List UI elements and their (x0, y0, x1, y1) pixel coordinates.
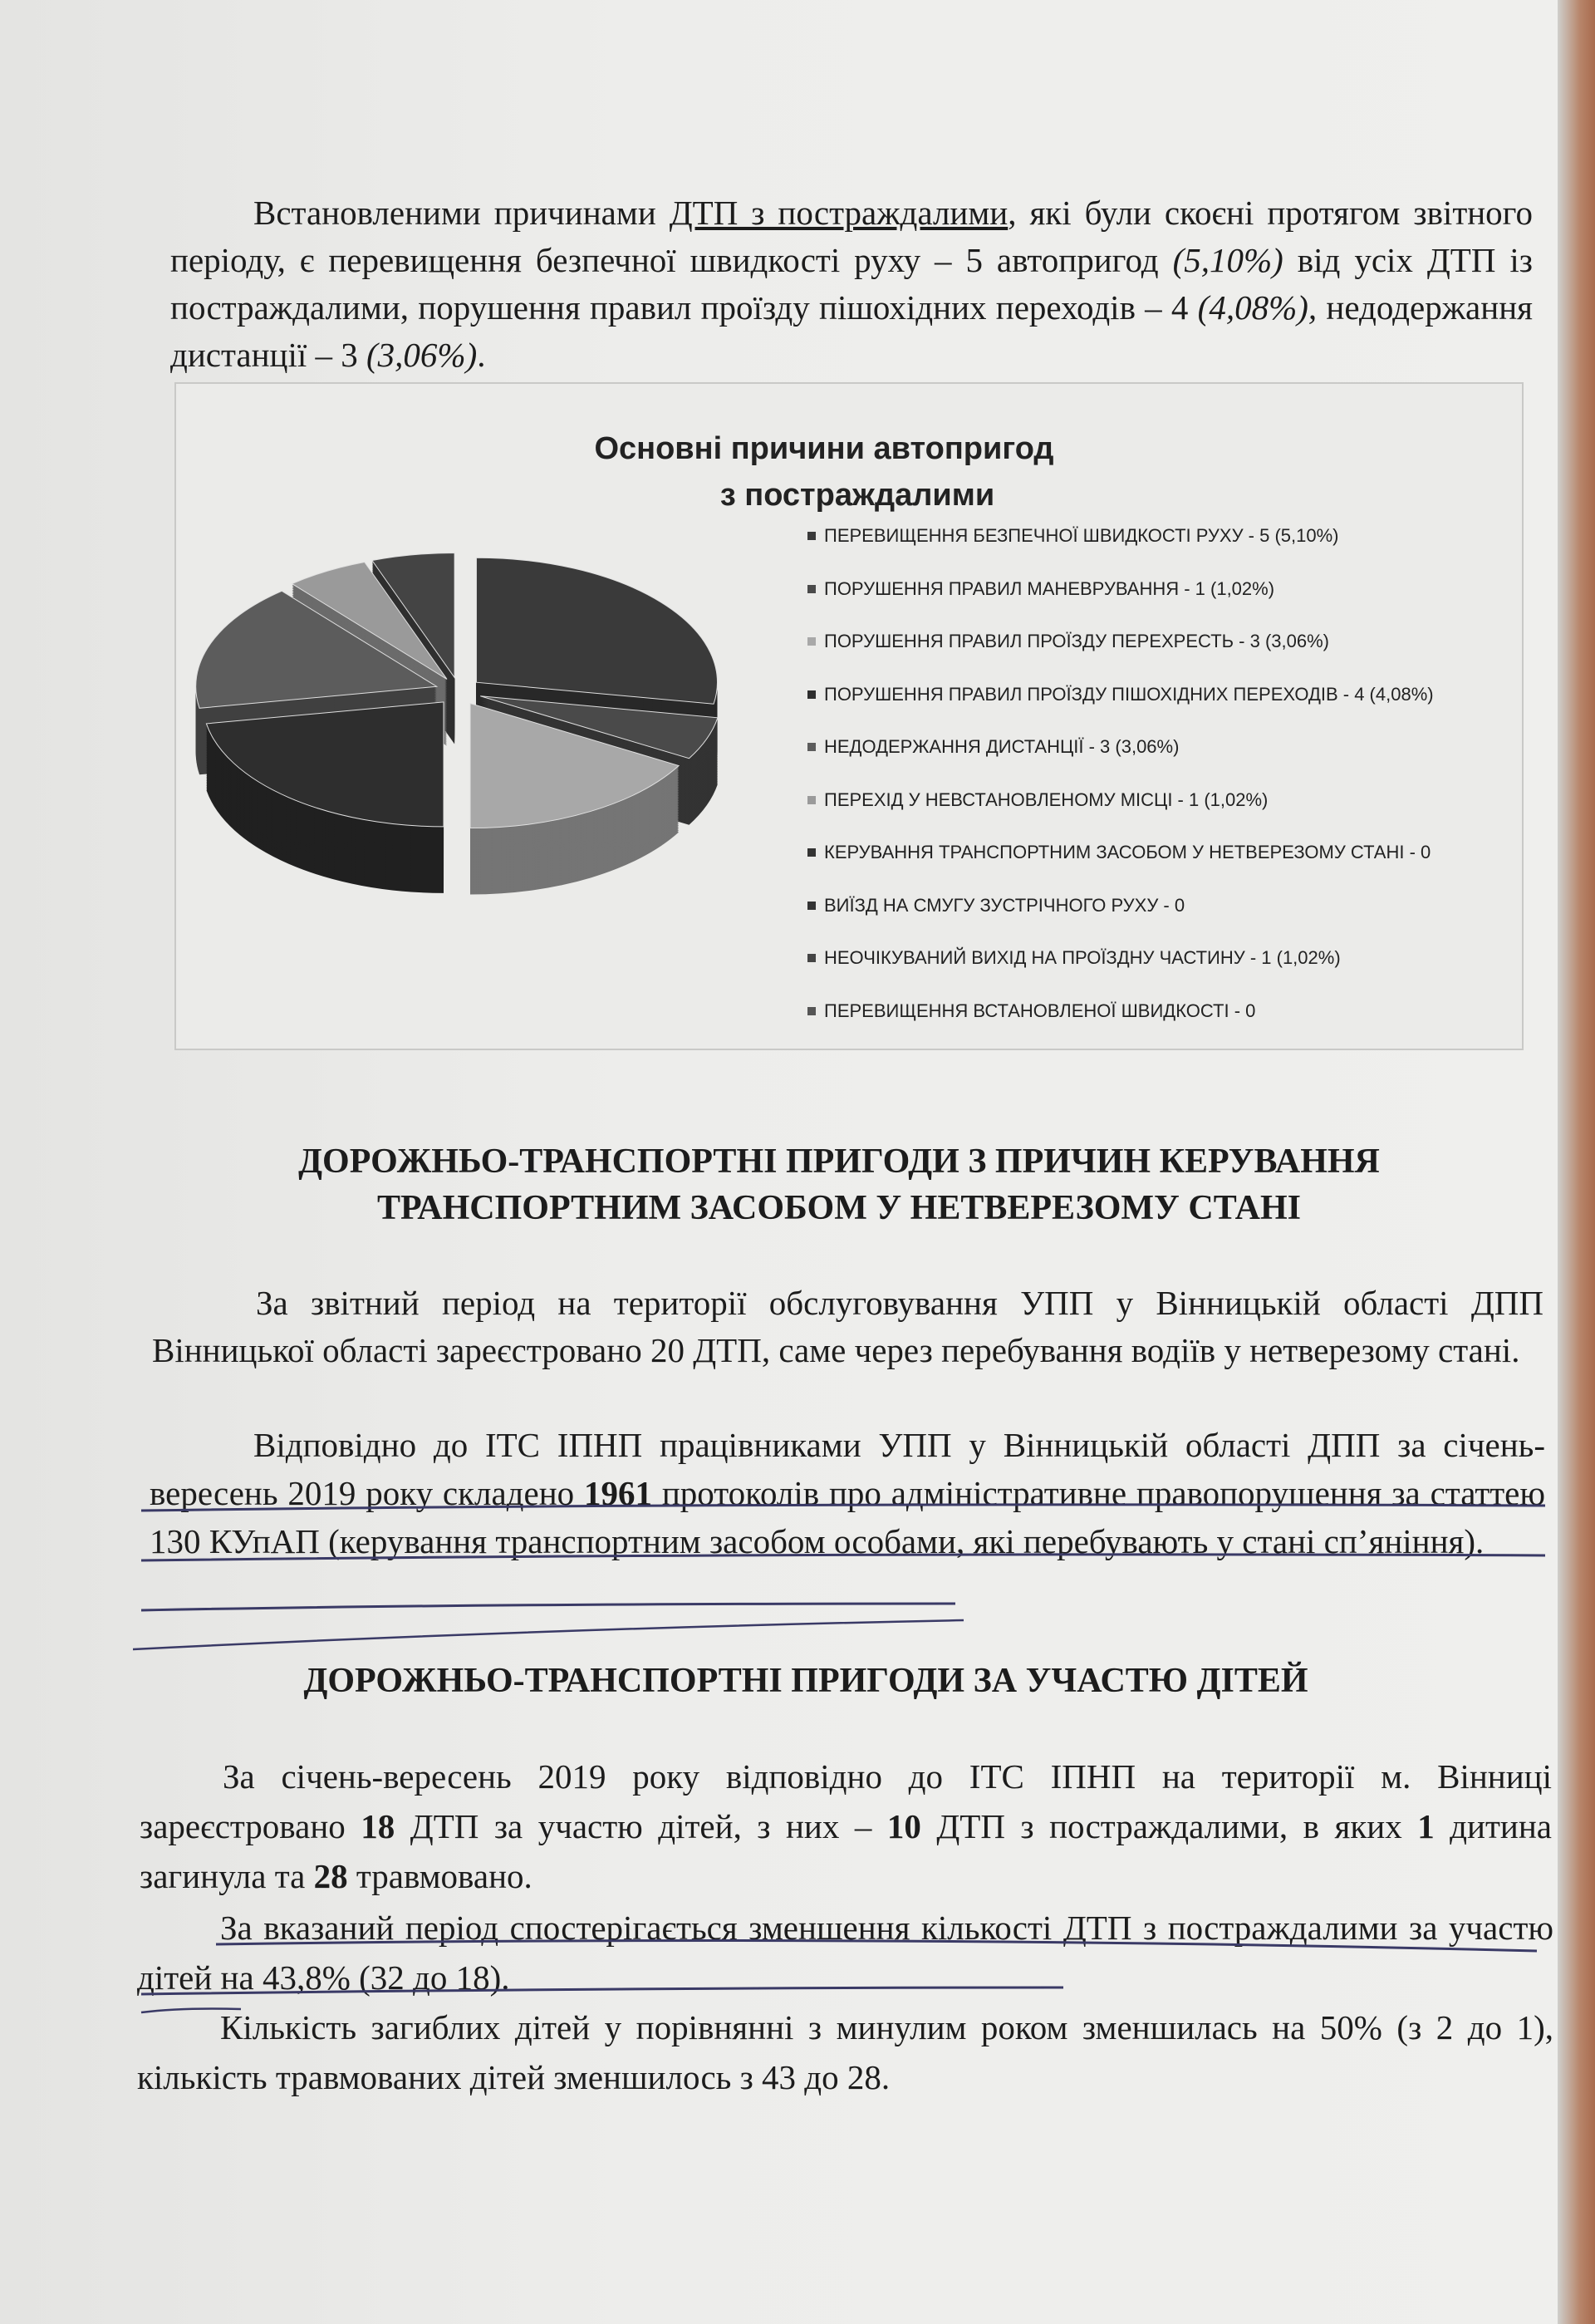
legend-swatch (807, 690, 816, 699)
paragraph-protocols (150, 1421, 1545, 1565)
text: ДТП з постраждалими, в яких (920, 1807, 1418, 1845)
text: від усіх ДТП із постраждалими, порушення правил проїзду пішохідних переходів – 4 (170, 241, 1533, 327)
bold-number: 18 (361, 1807, 395, 1845)
legend-label: ПОРУШЕННЯ ПРАВИЛ МАНЕВРУВАННЯ - 1 (1,02%) (824, 577, 1275, 599)
paragraph-children-stats (140, 1752, 1552, 1901)
legend-swatch (807, 585, 816, 593)
legend-swatch (807, 532, 816, 540)
legend-label: ПЕРЕВИЩЕННЯ БЕЗПЕЧНОЇ ШВИДКОСТІ РУХУ - 5 (5,10%) (824, 525, 1339, 546)
legend-item (807, 736, 1434, 789)
heading-drunk-driving: ДОРОЖНЬО-ТРАНСПОРТНІ ПРИГОДИ З ПРИЧИН КЕРУВАННЯ ТРАНСПОРТНИМ ЗАСОБОМ У НЕТВЕРЕЗОМУ СТАНІ (298, 1142, 1380, 1227)
legend-item (807, 684, 1434, 737)
text: Відповідно до ІТС ІПНП працівниками УПП у Вінницькій області ДПП за січень-вересень 2019 року складено (150, 1426, 1545, 1512)
pie-chart (174, 382, 1524, 1050)
text: дитина загинула та (140, 1807, 1552, 1895)
pie-plot (184, 509, 799, 1040)
underlined-text: ДТП з постраждалими (669, 194, 1009, 232)
legend-item (807, 842, 1434, 895)
legend-swatch (807, 637, 816, 646)
text: недодержання дистанції – 3 (170, 288, 1533, 374)
italic-text: (5,10%) (1172, 241, 1283, 279)
text: , які були скоєні протягом звітного періоду, є перевищення безпечної швидкості руху – 5 автопригод (170, 194, 1533, 279)
bold-number: 1 (1417, 1807, 1435, 1845)
text: Встановленими причинами (253, 194, 670, 232)
paragraph-drunk-count (152, 1280, 1543, 1374)
legend-swatch (807, 743, 816, 751)
legend-swatch (807, 848, 816, 857)
legend-item (807, 895, 1434, 948)
bold-number: 28 (313, 1857, 348, 1895)
text: За січень-вересень 2019 року відповідно до ІТС ІПНП на території м. Вінниці зареєстровано (140, 1757, 1552, 1845)
text: протоколів про адміністративне правопорушення за статтею 130 КУпАП (керування транспортним засобом особами, які перебувають у стані сп’яніння). (150, 1474, 1546, 1560)
chart-title-line2: з постраждалими (719, 478, 995, 513)
legend-label: ПОРУШЕННЯ ПРАВИЛ ПРОЇЗДУ ПЕРЕХРЕСТЬ - 3 (3,06%) (824, 631, 1329, 651)
text: Кількість загиблих дітей у порівнянні з минулим роком зменшилась на 50% (з 2 до 1), кількість травмованих дітей зменшилось з 43 до 28. (137, 2008, 1553, 2096)
text: травмовано. (347, 1857, 532, 1895)
legend-label: ПЕРЕХІД У НЕВСТАНОВЛЕНОМУ МІСЦІ - 1 (1,02%) (824, 789, 1269, 810)
bold-number: 10 (886, 1807, 921, 1845)
legend-label: КЕРУВАННЯ ТРАНСПОРТНИМ ЗАСОБОМ У НЕТВЕРЕЗОМУ СТАНІ - 0 (824, 842, 1431, 862)
text: За звітний період на території обслуговування УПП у Вінницькій області ДПП Вінницької області зареєстровано 20 ДТП, саме через перебування водіїв у нетверезому стані. (152, 1284, 1543, 1369)
page-edge (1558, 0, 1595, 2324)
paragraph-deaths (137, 2002, 1553, 2102)
text: За вказаний період спостерігається зменшення кількості ДТП з постраждалими за участю дітей на 43,8% (32 до 18). (137, 1909, 1553, 1997)
legend-swatch (807, 954, 816, 962)
legend-item (807, 1000, 1434, 1054)
italic-text: (3,06%) (366, 336, 478, 374)
text: . (477, 336, 486, 374)
legend-swatch (807, 796, 816, 804)
paragraph-causes (170, 189, 1533, 379)
legend-label: ПОРУШЕННЯ ПРАВИЛ ПРОЇЗДУ ПІШОХІДНИХ ПЕРЕХОДІВ - 4 (4,08%) (824, 683, 1434, 705)
heading-children: ДОРОЖНЬО-ТРАНСПОРТНІ ПРИГОДИ ЗА УЧАСТЮ ДІТЕЙ (303, 1662, 1308, 1700)
legend-item (807, 947, 1434, 1000)
italic-text: (4,08%), (1197, 288, 1318, 327)
text: ДТП за участю дітей, з них – (395, 1807, 887, 1845)
legend-label: НЕОЧІКУВАНИЙ ВИХІД НА ПРОЇЗДНУ ЧАСТИНУ - 1 (1,02%) (824, 947, 1341, 968)
bold-number: 1961 (584, 1474, 653, 1512)
legend-label: НЕДОДЕРЖАННЯ ДИСТАНЦІЇ - 3 (3,06%) (824, 736, 1180, 757)
legend-item (807, 789, 1434, 843)
legend-label: ВИЇЗД НА СМУГУ ЗУСТРІЧНОГО РУХУ - 0 (824, 894, 1185, 916)
chart-legend (807, 525, 1434, 1053)
paragraph-decrease (137, 1903, 1553, 2002)
legend-swatch (807, 1007, 816, 1015)
legend-item (807, 578, 1434, 631)
legend-item (807, 631, 1434, 684)
legend-swatch (807, 902, 816, 910)
legend-item (807, 525, 1434, 578)
pie-slice (476, 558, 717, 704)
legend-label: ПЕРЕВИЩЕННЯ ВСТАНОВЛЕНОЇ ШВИДКОСТІ - 0 (824, 1000, 1256, 1021)
chart-title-line1: Основні причини автопригод (594, 431, 1054, 466)
chart-title (575, 425, 1073, 518)
